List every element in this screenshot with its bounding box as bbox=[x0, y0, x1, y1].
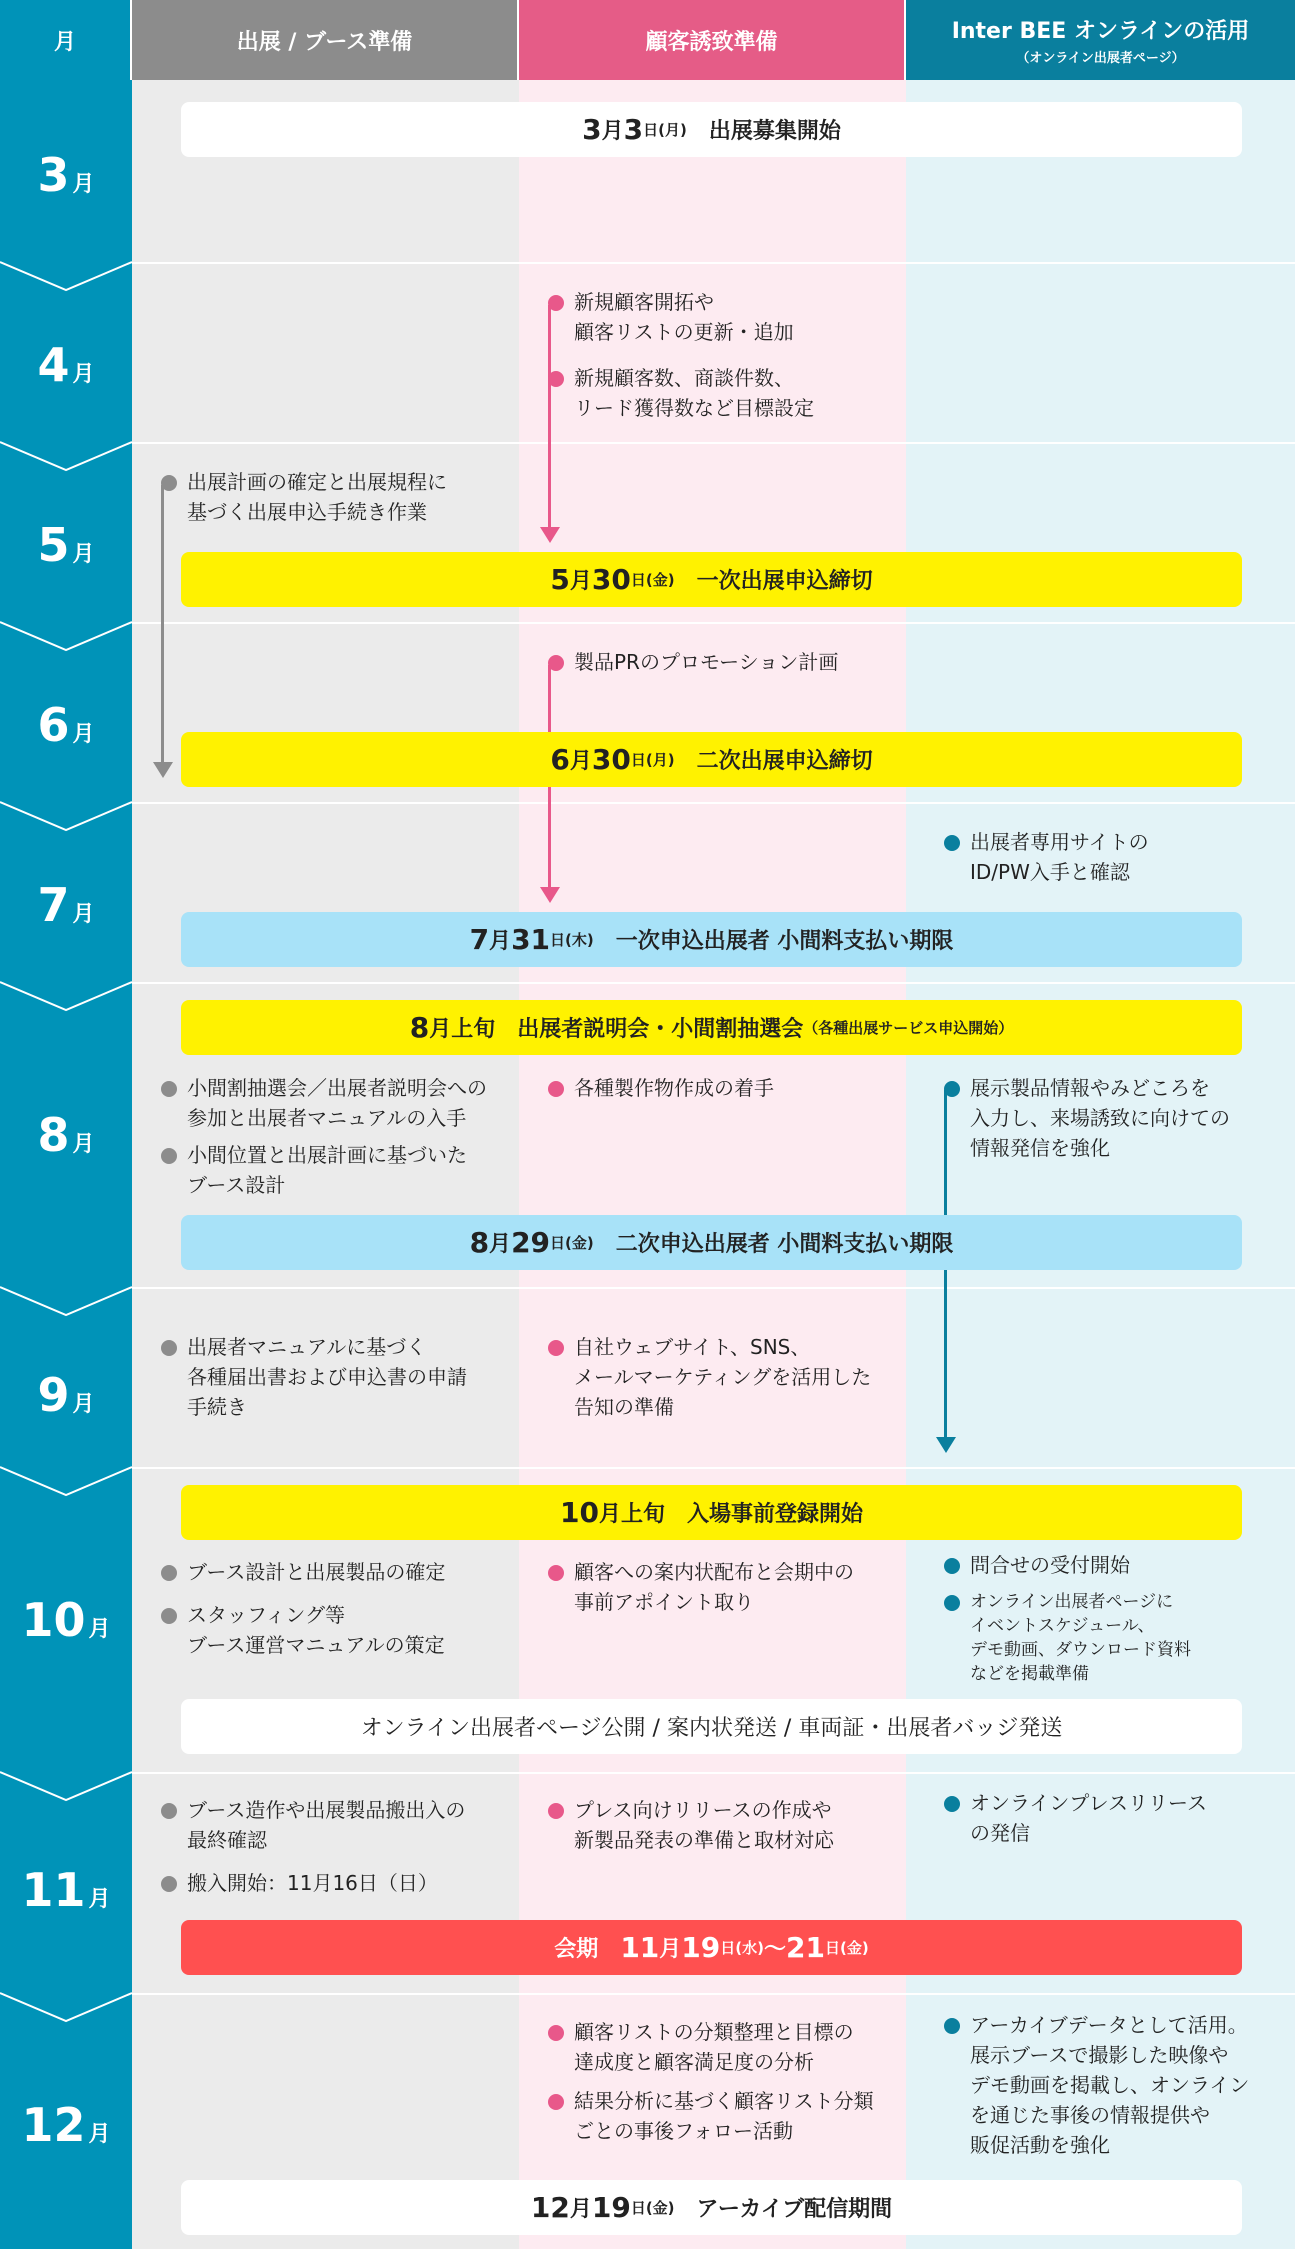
list-item: 小間割抽選会／出展者説明会への 参加と出展者マニュアルの入手 bbox=[187, 1073, 487, 1133]
row-divider bbox=[132, 1772, 1295, 1774]
bullet-dot bbox=[161, 1565, 177, 1581]
header-month bbox=[0, 0, 130, 80]
bullet-dot bbox=[548, 1081, 564, 1097]
row-divider bbox=[132, 442, 1295, 444]
bar-exhibitor-briefing: 8 月 上旬 出展者説明会・小間割抽選会 （各種出展サービス申込開始） bbox=[181, 1000, 1242, 1055]
bullet-dot bbox=[944, 1558, 960, 1574]
bar-recruitment-start: 3 月 3 日(月) 出展募集開始 bbox=[181, 102, 1242, 157]
row-divider bbox=[132, 262, 1295, 264]
list-item: 製品PRのプロモーション計画 bbox=[574, 647, 838, 677]
bullet-dot bbox=[161, 475, 177, 491]
list-item: 小間位置と出展計画に基づいた ブース設計 bbox=[187, 1140, 467, 1200]
bar-second-deadline: 6 月 30 日(月) 二次出展申込締切 bbox=[181, 732, 1242, 787]
header-online-sub: （オンライン出展者ページ） bbox=[1016, 51, 1185, 66]
bar-pre-registration: 10 月 上旬 入場事前登録開始 bbox=[181, 1485, 1242, 1540]
month-label-3: 3 月 bbox=[37, 148, 95, 202]
list-item: ブース造作や出展製品搬出入の 最終確認 bbox=[187, 1795, 465, 1855]
bullet-dot bbox=[548, 371, 564, 387]
month-label-9: 9 月 bbox=[37, 1368, 95, 1422]
bullet-dot bbox=[161, 1803, 177, 1819]
bar-archive-period: 12 月 19 日(金) アーカイブ配信期間 bbox=[181, 2180, 1242, 2235]
bullet-dot bbox=[161, 1148, 177, 1164]
bullet-dot bbox=[944, 2018, 960, 2034]
bullet-dot bbox=[161, 1876, 177, 1892]
bullet-dot bbox=[944, 1595, 960, 1611]
bullet-dot bbox=[944, 1081, 960, 1097]
month-label-10: 10 月 bbox=[21, 1593, 111, 1647]
header-online-label: Inter BEE オンラインの活用 bbox=[951, 19, 1250, 44]
row-divider bbox=[132, 1287, 1295, 1289]
header-online bbox=[906, 0, 1295, 80]
list-item: 出展者専用サイトの ID/PW入手と確認 bbox=[970, 827, 1149, 887]
bullet-dot bbox=[944, 835, 960, 851]
bar-second-payment: 8 月 29 日(金) 二次申込出展者 小間料支払い期限 bbox=[181, 1215, 1242, 1270]
month-label-5: 5 月 bbox=[37, 518, 95, 572]
bullet-dot bbox=[161, 1608, 177, 1624]
list-item: オンライン出展者ページに イベントスケジュール、 デモ動画、ダウンロード資料 などを掲載準備 bbox=[970, 1590, 1191, 1686]
list-item: 問合せの受付開始 bbox=[970, 1550, 1130, 1580]
list-item: 出展者マニュアルに基づく 各種届出書および申込書の申請 手続き bbox=[187, 1332, 467, 1422]
header-month-label: 月 bbox=[53, 29, 76, 55]
month-label-6: 6 月 bbox=[37, 698, 95, 752]
header-customer-label: 顧客誘致準備 bbox=[645, 29, 778, 55]
month-label-11: 11 月 bbox=[21, 1863, 111, 1917]
bullet-dot bbox=[548, 2094, 564, 2110]
bullet-dot bbox=[548, 295, 564, 311]
row-divider bbox=[132, 1467, 1295, 1469]
arrowhead-teal bbox=[936, 1437, 956, 1453]
arrowhead-booth bbox=[153, 762, 173, 778]
header-booth-label: 出展 / ブース準備 bbox=[236, 29, 413, 55]
row-divider bbox=[132, 622, 1295, 624]
list-item: アーカイブデータとして活用。 展示ブースで撮影した映像や デモ動画を掲載し、オンライン を通じた事後の情報提供や 販促活動を強化 bbox=[970, 2010, 1249, 2160]
bullet-dot bbox=[161, 1081, 177, 1097]
list-item: 顧客への案内状配布と会期中の 事前アポイント取り bbox=[574, 1557, 854, 1617]
bullet-dot bbox=[548, 655, 564, 671]
arrowhead-pink-1 bbox=[540, 527, 560, 543]
list-item: オンラインプレスリリース の発信 bbox=[970, 1788, 1207, 1848]
list-item: ブース設計と出展製品の確定 bbox=[187, 1557, 445, 1587]
arrow-line-booth bbox=[161, 485, 164, 765]
list-item: 展示製品情報やみどころを 入力し、来場誘致に向けての 情報発信を強化 bbox=[970, 1073, 1230, 1163]
row-divider bbox=[132, 802, 1295, 804]
bullet-dot bbox=[548, 2025, 564, 2041]
month-label-7: 7 月 bbox=[37, 878, 95, 932]
arrow-line-pink-1 bbox=[548, 305, 551, 530]
bar-first-deadline: 5 月 30 日(金) 一次出展申込締切 bbox=[181, 552, 1242, 607]
list-item: 各種製作物作成の着手 bbox=[574, 1073, 774, 1103]
row-divider bbox=[132, 982, 1295, 984]
month-label-12: 12 月 bbox=[21, 2098, 111, 2152]
bullet-dot bbox=[548, 1565, 564, 1581]
bullet-dot bbox=[944, 1796, 960, 1812]
month-label-8: 8 月 bbox=[37, 1108, 95, 1162]
bullet-dot bbox=[548, 1340, 564, 1356]
list-item: 新規顧客開拓や 顧客リストの更新・追加 bbox=[574, 287, 794, 347]
header-booth bbox=[132, 0, 517, 80]
list-item: プレス向けリリースの作成や 新製品発表の準備と取材対応 bbox=[574, 1795, 834, 1855]
bullet-dot bbox=[161, 1340, 177, 1356]
list-item: 結果分析に基づく顧客リスト分類 ごとの事後フォロー活動 bbox=[574, 2086, 874, 2146]
bar-first-payment: 7 月 31 日(木) 一次申込出展者 小間料支払い期限 bbox=[181, 912, 1242, 967]
bullet-dot bbox=[548, 1803, 564, 1819]
row-divider bbox=[132, 1993, 1295, 1995]
list-item: 搬入開始：11月16日（日） bbox=[187, 1868, 438, 1898]
list-item: 新規顧客数、商談件数、 リード獲得数など目標設定 bbox=[574, 363, 814, 423]
list-item: 顧客リストの分類整理と目標の 達成度と顧客満足度の分析 bbox=[574, 2017, 854, 2077]
list-item: スタッフィング等 ブース運営マニュアルの策定 bbox=[187, 1600, 445, 1660]
header-customer bbox=[519, 0, 904, 80]
month-label-4: 4 月 bbox=[37, 338, 95, 392]
list-item: 出展計画の確定と出展規程に 基づく出展申込手続き作業 bbox=[187, 467, 447, 527]
arrowhead-pink-2 bbox=[540, 887, 560, 903]
list-item: 自社ウェブサイト、SNS、 メールマーケティングを活用した 告知の準備 bbox=[574, 1332, 871, 1422]
bar-exhibition-period: 会期 11 月 19 日(水) ～ 21 日(金) bbox=[181, 1920, 1242, 1975]
bar-online-page-launch: オンライン出展者ページ公開 / 案内状発送 / 車両証・出展者バッジ発送 bbox=[181, 1699, 1242, 1754]
